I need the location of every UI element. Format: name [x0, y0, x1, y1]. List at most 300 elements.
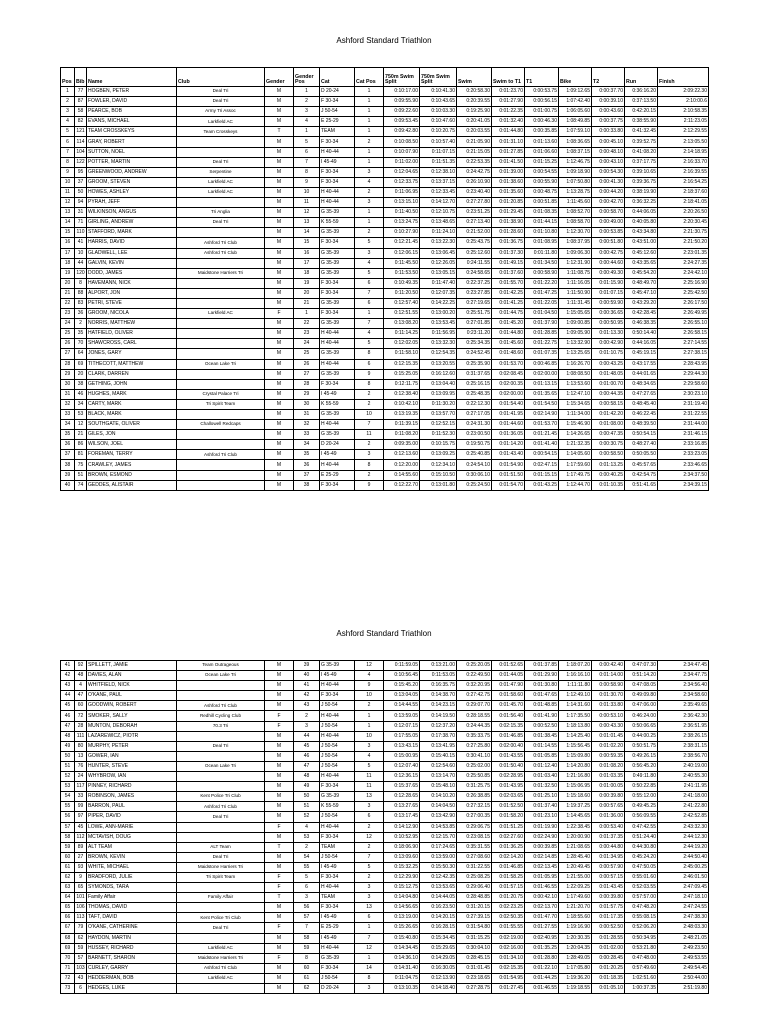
cell-t1: 0:01:30.80 — [525, 681, 559, 691]
cell-swim-split-2: 0:12:10.75 — [420, 208, 457, 218]
cell-swim-split-2: 0:13:53.65 — [420, 883, 457, 893]
table-row — [61, 208, 709, 218]
table-row — [61, 903, 709, 913]
cell-name: BARNETT, SHARON — [87, 953, 177, 963]
cell-name: CRAWLEY, JAMES — [87, 460, 177, 470]
cell-pos: 16 — [61, 238, 75, 248]
cell-swim-split-1: 0:12:06.15 — [384, 248, 420, 258]
cell-swim-split-1: 0:15:32.25 — [384, 862, 420, 872]
cell-cat-pos: 3 — [355, 198, 384, 208]
table-row — [61, 862, 709, 872]
cell-swim-to-t1: 0:01:28.60 — [492, 228, 525, 238]
cell-name: WHYBROW, IAN — [87, 772, 177, 782]
cell-bike: 1:12:30.70 — [559, 228, 592, 238]
cell-finish: 2:25:16.90 — [658, 278, 709, 288]
cell-gender-pos: 36 — [294, 460, 320, 470]
cell-cat-pos: 2 — [355, 842, 384, 852]
cell-cat: H 40-44 — [320, 329, 355, 339]
cell-finish: 2:20:26.50 — [658, 208, 709, 218]
cell-pos: 66 — [61, 913, 75, 923]
cell-t2: 0:00:37.70 — [592, 87, 625, 97]
cell-bike: 1:22:38.45 — [559, 822, 592, 832]
cell-gender-pos: 5 — [294, 872, 320, 882]
cell-pos: 42 — [61, 671, 75, 681]
cell-swim-split-1: 0:14:36.10 — [384, 953, 420, 963]
cell-gender-pos: 3 — [294, 107, 320, 117]
cell-gender-pos: 56 — [294, 903, 320, 913]
cell-t1: 0:00:46.30 — [525, 117, 559, 127]
cell-t2: 0:01:14.00 — [592, 671, 625, 681]
cell-bib: 82 — [75, 117, 87, 127]
table-row — [61, 721, 709, 731]
cell-gender: M — [265, 147, 294, 157]
cell-t1: 0:01:43.25 — [525, 480, 559, 490]
table-row — [61, 389, 709, 399]
cell-t1: 0:01:47.70 — [525, 913, 559, 923]
cell-cat-pos: 8 — [355, 973, 384, 983]
column-header-t1: T1 — [525, 68, 559, 87]
cell-swim-split-2: 0:13:32.30 — [420, 339, 457, 349]
cell-swim: 0:30:06.10 — [457, 470, 492, 480]
cell-gender: M — [265, 973, 294, 983]
cell-t2: 0:00:41.30 — [592, 177, 625, 187]
cell-gender-pos: 41 — [294, 681, 320, 691]
cell-pos: 15 — [61, 228, 75, 238]
cell-run: 0:44:01.65 — [625, 369, 658, 379]
cell-bike: 1:21:08.65 — [559, 842, 592, 852]
cell-cat: H 40-44 — [320, 711, 355, 721]
cell-swim: 0:31:25.75 — [457, 782, 492, 792]
cell-cat-pos: 4 — [355, 177, 384, 187]
cell-club: Ashford Tri Club — [177, 802, 265, 812]
cell-swim-split-1: 0:13:04.05 — [384, 691, 420, 701]
cell-gender-pos: 3 — [294, 893, 320, 903]
cell-pos: 53 — [61, 782, 75, 792]
cell-swim-to-t1: 0:01:55.70 — [492, 278, 525, 288]
cell-bib: 2 — [75, 319, 87, 329]
cell-gender: M — [265, 460, 294, 470]
cell-t2: 0:01:10.35 — [592, 480, 625, 490]
cell-bib: 94 — [75, 198, 87, 208]
cell-t1: 0:01:37.85 — [525, 661, 559, 671]
cell-swim-split-2: 0:16:12.60 — [420, 369, 457, 379]
cell-swim-split-1: 0:18:06.90 — [384, 842, 420, 852]
cell-swim-split-1: 0:09:35.00 — [384, 440, 420, 450]
cell-gender: M — [265, 741, 294, 751]
cell-cat-pos: 11 — [355, 782, 384, 792]
cell-swim: 0:31:15.25 — [457, 933, 492, 943]
cell-swim: 0:25:35.90 — [457, 359, 492, 369]
cell-club: Ocean Lake Tri — [177, 671, 265, 681]
cell-name: THOMAS, DAVID — [87, 903, 177, 913]
cell-t2: 0:00:49.30 — [592, 268, 625, 278]
table-row — [61, 963, 709, 973]
cell-t1: 0:01:46.55 — [525, 984, 559, 994]
cell-swim-to-t1: 0:01:46.85 — [492, 862, 525, 872]
cell-pos: 9 — [61, 167, 75, 177]
table-row — [61, 671, 709, 681]
cell-club: Larkfield AC — [177, 117, 265, 127]
cell-t1: 0:01:04.50 — [525, 309, 559, 319]
cell-t1: 0:00:55.90 — [525, 177, 559, 187]
cell-run: 0:50:54.15 — [625, 430, 658, 440]
cell-pos: 39 — [61, 470, 75, 480]
cell-gender-pos: 13 — [294, 218, 320, 228]
cell-bib: 106 — [75, 903, 87, 913]
cell-run: 0:43:17.55 — [625, 359, 658, 369]
cell-club: Serpentine — [177, 167, 265, 177]
cell-gender-pos: 37 — [294, 470, 320, 480]
cell-cat-pos: 6 — [355, 278, 384, 288]
cell-cat-pos: 6 — [355, 298, 384, 308]
cell-pos: 52 — [61, 772, 75, 782]
cell-cat-pos: 7 — [355, 288, 384, 298]
cell-gender: M — [265, 399, 294, 409]
cell-pos: 50 — [61, 751, 75, 761]
cell-pos: 31 — [61, 389, 75, 399]
cell-cat-pos: 1 — [355, 107, 384, 117]
cell-swim: 0:24:44.35 — [457, 721, 492, 731]
cell-run: 0:48:27.40 — [625, 440, 658, 450]
cell-cat: J 50-54 — [320, 107, 355, 117]
cell-name: GREENWOOD, ANDREW — [87, 167, 177, 177]
cell-gender-pos: 17 — [294, 258, 320, 268]
table-row — [61, 450, 709, 460]
cell-swim: 0:26:10.90 — [457, 177, 492, 187]
cell-bike: 1:15:34.65 — [559, 399, 592, 409]
cell-run: 0:57:49.60 — [625, 963, 658, 973]
cell-gender: M — [265, 258, 294, 268]
cell-bib: 97 — [75, 812, 87, 822]
cell-swim-to-t1: 0:01:58.20 — [492, 812, 525, 822]
cell-gender-pos: 38 — [294, 480, 320, 490]
cell-t1: 0:01:32.50 — [525, 782, 559, 792]
table-row — [61, 681, 709, 691]
cell-cat-pos: 2 — [355, 228, 384, 238]
table-row — [61, 661, 709, 671]
cell-swim-to-t1: 0:01:45.70 — [492, 701, 525, 711]
cell-name: GOODWIN, ROBERT — [87, 701, 177, 711]
cell-swim-split-2: 0:15:29.65 — [420, 943, 457, 953]
cell-gender-pos: 8 — [294, 953, 320, 963]
cell-t2: 0:01:20.25 — [592, 963, 625, 973]
cell-cat: F 30-34 — [320, 97, 355, 107]
cell-club — [177, 460, 265, 470]
cell-bike: 1:14:45.65 — [559, 812, 592, 822]
cell-swim: 0:27:25.80 — [457, 741, 492, 751]
cell-cat-pos: 9 — [355, 681, 384, 691]
cell-bike: 1:16:16.10 — [559, 671, 592, 681]
cell-swim-split-1: 0:14:12.90 — [384, 822, 420, 832]
cell-finish: 2:33:46.65 — [658, 460, 709, 470]
table-row — [61, 218, 709, 228]
cell-swim-split-1: 0:11:59.05 — [384, 661, 420, 671]
cell-swim-split-1: 0:11:08.20 — [384, 430, 420, 440]
cell-swim: 0:27:19.65 — [457, 298, 492, 308]
cell-t1: 0:01:05.85 — [525, 751, 559, 761]
cell-swim-split-2: 0:13:57.70 — [420, 410, 457, 420]
cell-swim-split-2: 0:13:48.65 — [420, 218, 457, 228]
cell-gender-pos: 45 — [294, 741, 320, 751]
cell-bib: 41 — [75, 238, 87, 248]
cell-run: 0:45:47.10 — [625, 288, 658, 298]
cell-bib: 81 — [75, 450, 87, 460]
cell-bike: 1:08:37.15 — [559, 147, 592, 157]
cell-swim: 0:19:50.75 — [457, 440, 492, 450]
cell-name: MCTAVISH, DOUG — [87, 832, 177, 842]
cell-swim-to-t1: 0:02:15.35 — [492, 963, 525, 973]
cell-swim: 0:31:22.55 — [457, 862, 492, 872]
cell-swim: 0:22:53.35 — [457, 157, 492, 167]
cell-pos: 30 — [61, 379, 75, 389]
cell-run: 0:47:48.00 — [625, 953, 658, 963]
cell-finish: 2:14:18.95 — [658, 147, 709, 157]
cell-finish: 2:33:23.05 — [658, 450, 709, 460]
cell-swim-split-1: 0:15:26.65 — [384, 923, 420, 933]
cell-cat: J 50-54 — [320, 701, 355, 711]
cell-swim-split-1: 0:10:42.10 — [384, 399, 420, 409]
cell-run: 0:42:28.45 — [625, 309, 658, 319]
cell-club — [177, 379, 265, 389]
cell-cat: G 35-39 — [320, 953, 355, 963]
cell-run: 0:44:06.05 — [625, 208, 658, 218]
cell-swim-split-2: 0:14:29.05 — [420, 953, 457, 963]
table-row — [61, 430, 709, 440]
cell-cat-pos: 2 — [355, 822, 384, 832]
cell-bike: 1:19:36.20 — [559, 973, 592, 983]
table-row — [61, 711, 709, 721]
column-header-swim-split-1: 750m Swim Split — [384, 68, 420, 87]
table-row — [61, 238, 709, 248]
cell-finish: 2:38:56.70 — [658, 751, 709, 761]
cell-bib: 87 — [75, 97, 87, 107]
cell-t1: 0:01:22.10 — [525, 963, 559, 973]
cell-club — [177, 147, 265, 157]
cell-swim-split-2: 0:12:42.35 — [420, 872, 457, 882]
cell-swim-to-t1: 0:01:37.60 — [492, 268, 525, 278]
cell-gender-pos: 18 — [294, 268, 320, 278]
table-row — [61, 117, 709, 127]
cell-t2: 0:00:44.20 — [592, 187, 625, 197]
cell-swim: 0:25:12.60 — [457, 248, 492, 258]
cell-gender: F — [265, 953, 294, 963]
cell-swim-split-2: 0:13:59.00 — [420, 852, 457, 862]
cell-swim: 0:27:32.15 — [457, 802, 492, 812]
cell-cat-pos: 8 — [355, 460, 384, 470]
cell-gender-pos: 22 — [294, 319, 320, 329]
cell-gender: M — [265, 369, 294, 379]
cell-t1: 0:00:53.75 — [525, 87, 559, 97]
cell-swim: 0:19:25.90 — [457, 107, 492, 117]
cell-t1: 0:01:44.15 — [525, 218, 559, 228]
cell-gender: M — [265, 208, 294, 218]
cell-run: 0:36:32.25 — [625, 198, 658, 208]
cell-t1: 0:01:28.80 — [525, 953, 559, 963]
cell-t1: 0:01:22.20 — [525, 278, 559, 288]
cell-cat-pos: 4 — [355, 258, 384, 268]
cell-club: Ashford Tri Club — [177, 450, 265, 460]
cell-cat-pos: 1 — [355, 127, 384, 137]
cell-bike: 1:21:55.00 — [559, 872, 592, 882]
cell-bike: 1:07:50.80 — [559, 177, 592, 187]
cell-t1: 0:01:48.85 — [525, 701, 559, 711]
cell-bike: 1:18:07.20 — [559, 661, 592, 671]
cell-t2: 0:01:08.20 — [592, 761, 625, 771]
cell-pos: 68 — [61, 933, 75, 943]
cell-swim-to-t1: 0:01:42.25 — [492, 288, 525, 298]
cell-swim-split-2: 0:12:33.45 — [420, 187, 457, 197]
cell-bib: 53 — [75, 410, 87, 420]
cell-cat: G 35-39 — [320, 248, 355, 258]
cell-swim: 0:27:42.75 — [457, 691, 492, 701]
cell-club: Ashford Tri Club — [177, 238, 265, 248]
cell-swim-split-2: 0:13:22.30 — [420, 238, 457, 248]
cell-run: 0:57:57.00 — [625, 893, 658, 903]
cell-cat: F 30-34 — [320, 309, 355, 319]
cell-swim: 0:27:39.15 — [457, 913, 492, 923]
cell-gender-pos: 62 — [294, 984, 320, 994]
cell-swim-to-t1: 0:02:00.00 — [492, 389, 525, 399]
cell-finish: 2:31:19.40 — [658, 399, 709, 409]
cell-bib: 44 — [75, 258, 87, 268]
cell-gender: M — [265, 751, 294, 761]
cell-swim-split-2: 0:13:37.15 — [420, 177, 457, 187]
cell-gender-pos: 15 — [294, 238, 320, 248]
cell-swim: 0:27:27.80 — [457, 198, 492, 208]
cell-swim-to-t1: 0:01:54.90 — [492, 460, 525, 470]
cell-bike: 1:17:49.60 — [559, 893, 592, 903]
cell-t2: 0:01:03.35 — [592, 772, 625, 782]
cell-gender-pos: 4 — [294, 117, 320, 127]
column-header-swim: Swim — [457, 68, 492, 87]
cell-name: POTTER, MARTIN — [87, 157, 177, 167]
cell-bib: 38 — [75, 379, 87, 389]
cell-bike: 1:13:32.90 — [559, 339, 592, 349]
table-row — [61, 369, 709, 379]
cell-bib: 110 — [75, 228, 87, 238]
cell-bike: 1:09:18.90 — [559, 167, 592, 177]
cell-gender-pos: 2 — [294, 842, 320, 852]
cell-swim-to-t1: 0:01:34.10 — [492, 953, 525, 963]
cell-run: 0:49:09.80 — [625, 691, 658, 701]
table-row — [61, 984, 709, 994]
cell-t1: 0:01:25.10 — [525, 792, 559, 802]
cell-run: 0:41:08.20 — [625, 147, 658, 157]
cell-bike: 1:20:49.45 — [559, 862, 592, 872]
cell-swim-to-t1: 0:01:51.50 — [492, 470, 525, 480]
cell-swim-split-2: 0:13:20.55 — [420, 359, 457, 369]
cell-run: 0:56:09.55 — [625, 812, 658, 822]
column-header-bike: Bike — [559, 68, 592, 87]
cell-cat: F 30-34 — [320, 832, 355, 842]
cell-swim-split-1: 0:13:10.35 — [384, 984, 420, 994]
cell-swim-to-t1: 0:01:14.20 — [492, 440, 525, 450]
table-row — [61, 751, 709, 761]
cell-bib: 86 — [75, 440, 87, 450]
cell-pos: 51 — [61, 761, 75, 771]
table-row — [61, 298, 709, 308]
cell-swim-split-1: 0:15:00.95 — [384, 751, 420, 761]
cell-cat: K 55-59 — [320, 802, 355, 812]
cell-swim-split-1: 0:13:27.65 — [384, 802, 420, 812]
cell-name: BRADFORD, JULIE — [87, 872, 177, 882]
cell-name: ALPORT, JON — [87, 288, 177, 298]
cell-gender: M — [265, 440, 294, 450]
cell-pos: 2 — [61, 97, 75, 107]
cell-cat-pos: 3 — [355, 893, 384, 903]
cell-swim-split-2: 0:14:44.05 — [420, 893, 457, 903]
cell-bib: 120 — [75, 268, 87, 278]
cell-swim-split-1: 0:12:28.65 — [384, 792, 420, 802]
cell-run: 0:45:19.15 — [625, 349, 658, 359]
cell-t1: 0:00:54.15 — [525, 450, 559, 460]
cell-finish: 2:16:54.25 — [658, 177, 709, 187]
cell-cat: H 40-44 — [320, 681, 355, 691]
cell-finish: 2:27:14.55 — [658, 339, 709, 349]
cell-swim: 0:20:41.05 — [457, 117, 492, 127]
cell-swim-split-2: 0:11:56.95 — [420, 329, 457, 339]
cell-swim: 0:22:12.30 — [457, 399, 492, 409]
cell-pos: 60 — [61, 852, 75, 862]
cell-cat: F 30-34 — [320, 137, 355, 147]
cell-swim-split-2: 0:13:04.40 — [420, 379, 457, 389]
cell-swim-to-t1: 0:01:31.10 — [492, 137, 525, 147]
cell-gender: M — [265, 339, 294, 349]
cell-gender-pos: 49 — [294, 782, 320, 792]
cell-t2: 0:01:36.00 — [592, 812, 625, 822]
cell-cat-pos: 3 — [355, 802, 384, 812]
cell-bike: 1:09:06.30 — [559, 248, 592, 258]
cell-cat: F 30-34 — [320, 167, 355, 177]
table-row — [61, 842, 709, 852]
cell-finish: 2:18:41.05 — [658, 198, 709, 208]
cell-finish: 2:23:01.35 — [658, 248, 709, 258]
cell-cat: G 35-39 — [320, 298, 355, 308]
cell-t1: 0:01:12.40 — [525, 761, 559, 771]
cell-cat: H 40-44 — [320, 772, 355, 782]
cell-club: Tri Anglia — [177, 208, 265, 218]
cell-gender-pos: 40 — [294, 671, 320, 681]
cell-bike: 1:11:50.90 — [559, 288, 592, 298]
table-row — [61, 319, 709, 329]
cell-name: HUGHES, MARK — [87, 389, 177, 399]
cell-cat: F 30-34 — [320, 903, 355, 913]
cell-cat-pos: 11 — [355, 430, 384, 440]
cell-t1: 0:02:14.85 — [525, 852, 559, 862]
cell-cat-pos: 2 — [355, 187, 384, 197]
cell-bike: 1:19:37.25 — [559, 802, 592, 812]
cell-swim-to-t1: 0:01:57.15 — [492, 883, 525, 893]
cell-gender-pos: 10 — [294, 187, 320, 197]
cell-swim: 0:27:08.60 — [457, 852, 492, 862]
cell-name: HEDGES, LUKE — [87, 984, 177, 994]
cell-t1: 0:00:52.50 — [525, 721, 559, 731]
cell-cat-pos: 13 — [355, 903, 384, 913]
cell-t1: 0:02:24.90 — [525, 832, 559, 842]
table-row — [61, 127, 709, 137]
cell-bib: 6 — [75, 984, 87, 994]
cell-t1: 0:00:56.15 — [525, 97, 559, 107]
cell-finish: 2:46:01.50 — [658, 872, 709, 882]
column-header-name: Name — [87, 68, 177, 87]
cell-cat: E 25-29 — [320, 117, 355, 127]
cell-bib: 70 — [75, 339, 87, 349]
cell-t2: 0:00:58.50 — [592, 450, 625, 460]
cell-gender-pos: 44 — [294, 731, 320, 741]
cell-swim-to-t1: 0:01:36.25 — [492, 842, 525, 852]
cell-t1: 0:02:47.15 — [525, 460, 559, 470]
table-row — [61, 822, 709, 832]
